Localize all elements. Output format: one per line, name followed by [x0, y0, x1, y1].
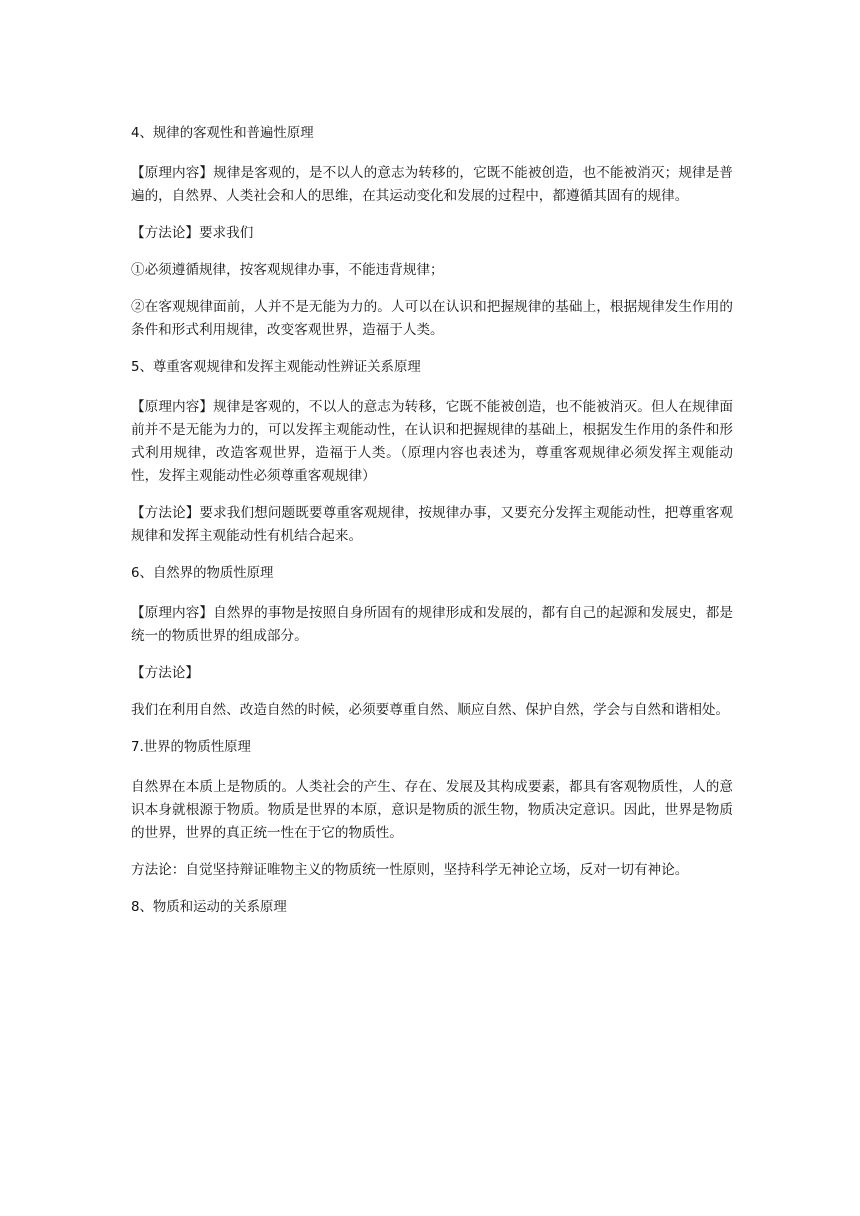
section-heading: 5、尊重客观规律和发挥主观能动性辨证关系原理 [131, 360, 421, 375]
methodology-label: 【方法论】要求我们 [131, 225, 254, 241]
principle-paragraph: 【原理内容】规律是客观的，不以人的意志为转移，它既不能被创造，也不能被消灭。但人在规律面前并不是无能为力的，可以发挥主观能动性，在认识和把握规律的基础上，根据发生作用的条件和形式利用规律，改造客观世界，造福于人类。（原理内容也表述为，尊重客观规律必须发挥主观能动性，发挥主观能动性必须尊重客观规律） [131, 399, 733, 484]
section-heading: 7.世界的物质性原理 [131, 740, 251, 755]
methodology-paragraph: 我们在利用自然、改造自然的时候，必须要尊重自然、顺应自然、保护自然，学会与自然和谐相处。 [131, 702, 730, 718]
list-item: ①必须遵循规律，按客观规律办事，不能违背规律； [131, 262, 444, 278]
section-heading: 6、自然界的物质性原理 [131, 566, 274, 581]
methodology-label: 【方法论】 [131, 665, 199, 681]
section-heading: 4、规律的客观性和普遍性原理 [131, 126, 314, 141]
principle-paragraph: 【原理内容】规律是客观的，是不以人的意志为转移的，它既不能被创造，也不能被消灭；规律是普遍的，自然界、人类社会和人的思维，在其运动变化和发展的过程中，都遵循其固有的规律。 [131, 165, 733, 204]
principle-paragraph: 自然界在本质上是物质的。人类社会的产生、存在、发展及其构成要素，都具有客观物质性，人的意识本身就根源于物质。物质是世界的本原，意识是物质的派生物，物质决定意识。因此，世界是物质的世界，世界的真正统一性在于它的物质性。 [131, 779, 733, 841]
methodology-paragraph: 方法论：自觉坚持辩证唯物主义的物质统一性原则，坚持科学无神论立场，反对一切有神论。 [131, 862, 689, 878]
methodology-paragraph: 【方法论】要求我们想问题既要尊重客观规律，按规律办事，又要充分发挥主观能动性，把尊重客观规律和发挥主观能动性有机结合起来。 [131, 505, 733, 544]
principle-paragraph: 【原理内容】自然界的事物是按照自身所固有的规律形成和发展的，都有自己的起源和发展史，都是统一的物质世界的组成部分。 [131, 605, 733, 644]
list-item: ②在客观规律面前，人并不是无能为力的。人可以在认识和把握规律的基础上，根据规律发生作用的条件和形式利用规律，改变客观世界，造福于人类。 [131, 299, 733, 338]
document-page [131, 122, 733, 919]
section-heading: 8、物质和运动的关系原理 [131, 900, 287, 915]
